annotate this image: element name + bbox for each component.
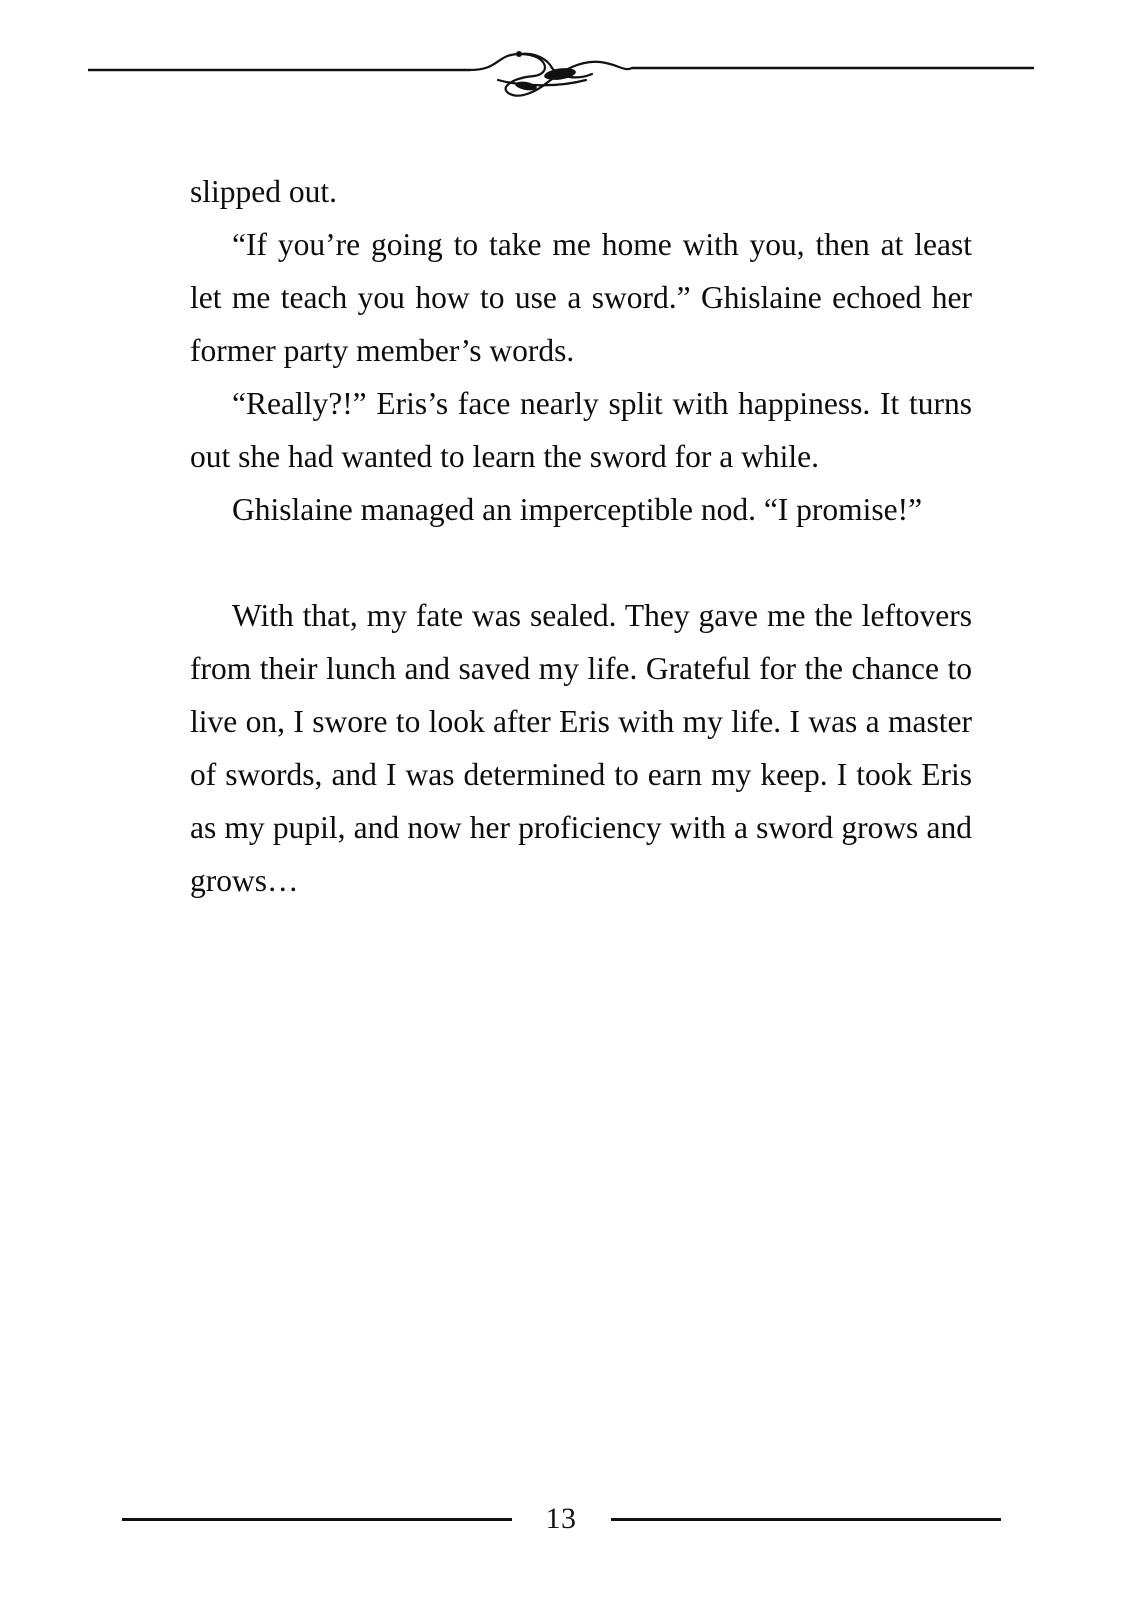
footer-rule-left bbox=[122, 1518, 512, 1521]
paragraph: “Really?!” Eris’s face nearly split with happiness. It turns out she had wanted to learn the sword for a while. bbox=[190, 386, 972, 474]
paragraph: slipped out. bbox=[190, 174, 337, 209]
page-footer bbox=[0, 1496, 1122, 1542]
page-body-text bbox=[190, 165, 972, 907]
page-number: 13 bbox=[545, 1502, 577, 1535]
header-ornament bbox=[0, 44, 1122, 104]
paragraph: “If you’re going to take me home with you, then at least let me teach you how to use a sword.” Ghislaine echoed her former party member’s words. bbox=[190, 227, 972, 368]
paragraph: With that, my fate was sealed. They gave me the leftovers from their lunch and saved my life. Grateful for the chance to live on, I swore to look after Eris with my life. I was a master of swords, and I was determined to earn my keep. I took Eris as my pupil, and now her proficiency with a sword grows and grows… bbox=[190, 598, 972, 898]
footer-rule-right bbox=[611, 1518, 1001, 1521]
paragraph-spacer bbox=[190, 536, 972, 589]
paragraph: Ghislaine managed an imperceptible nod. “I promise!” bbox=[232, 492, 923, 527]
